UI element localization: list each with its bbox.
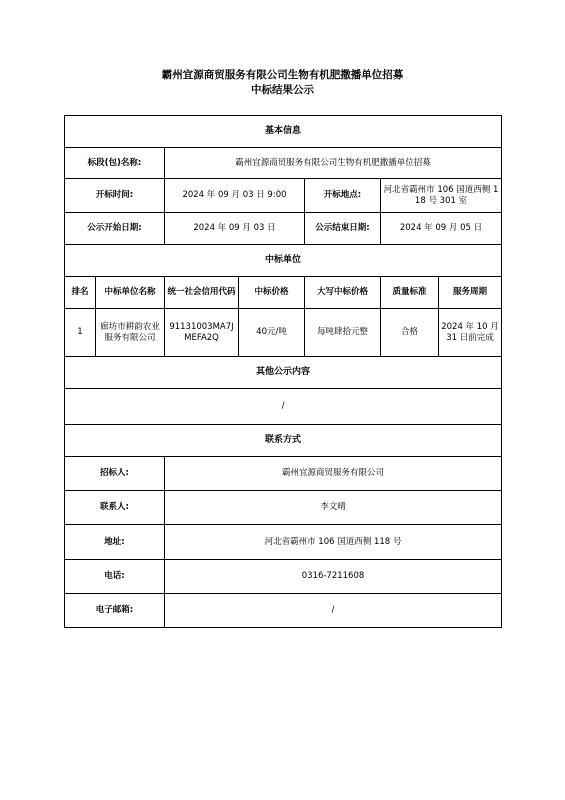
address-label: 地址:	[65, 525, 165, 560]
header-rank: 排名	[65, 277, 96, 309]
cell-price-words: 每吨肆拾元整	[305, 309, 381, 357]
email-value: /	[165, 594, 502, 628]
phone-label: 电话:	[65, 560, 165, 594]
table-row	[65, 309, 502, 357]
section-contact: 联系方式	[65, 425, 502, 457]
cell-quality: 合格	[381, 309, 439, 357]
header-company: 中标单位名称	[96, 277, 165, 309]
header-price-words: 大写中标价格	[305, 277, 381, 309]
cell-rank: 1	[65, 309, 96, 357]
section-other: 其他公示内容	[65, 357, 502, 389]
publicity-start-label: 公示开始日期:	[65, 213, 165, 245]
cell-credit-code: 91131003MA7JMEFA2Q	[165, 309, 239, 357]
phone-value: 0316-7211608	[165, 560, 502, 594]
publicity-end-label: 公示结束日期:	[305, 213, 381, 245]
document-title	[0, 68, 565, 98]
cell-company: 廊坊市耕韵农业服务有限公司	[96, 309, 165, 357]
cell-price: 40元/吨	[239, 309, 305, 357]
publicity-end-value: 2024 年 09 月 05 日	[381, 213, 502, 245]
result-table	[64, 115, 502, 628]
open-time-value: 2024 年 09 月 03 日 9:00	[165, 179, 305, 213]
header-credit-code: 统一社会信用代码	[165, 277, 239, 309]
open-place-label: 开标地点:	[305, 179, 381, 213]
address-value: 河北省霸州市 106 国道西侧 118 号	[165, 525, 502, 560]
header-service-period: 服务周期	[439, 277, 502, 309]
section-basic-info: 基本信息	[65, 116, 502, 148]
open-time-label: 开标时间:	[65, 179, 165, 213]
header-price: 中标价格	[239, 277, 305, 309]
section-winner: 中标单位	[65, 245, 502, 277]
tenderer-value: 霸州宜源商贸服务有限公司	[165, 457, 502, 491]
project-name-value: 霸州宜源商贸服务有限公司生物有机肥撒播单位招募	[165, 148, 502, 179]
header-quality: 质量标准	[381, 277, 439, 309]
tenderer-label: 招标人:	[65, 457, 165, 491]
cell-service-period: 2024 年 10 月 31 日前完成	[439, 309, 502, 357]
contact-person-value: 李文晴	[165, 491, 502, 525]
contact-person-label: 联系人:	[65, 491, 165, 525]
email-label: 电子邮箱:	[65, 594, 165, 628]
open-place-value: 河北省霸州市 106 国道西侧 118 号 301 室	[381, 179, 502, 213]
other-content: /	[65, 389, 502, 425]
title-line-2: 中标结果公示	[251, 84, 314, 96]
title-line-1: 霸州宜源商贸服务有限公司生物有机肥撒播单位招募	[161, 69, 404, 81]
project-name-label: 标段(包)名称:	[65, 148, 165, 179]
publicity-start-value: 2024 年 09 月 03 日	[165, 213, 305, 245]
